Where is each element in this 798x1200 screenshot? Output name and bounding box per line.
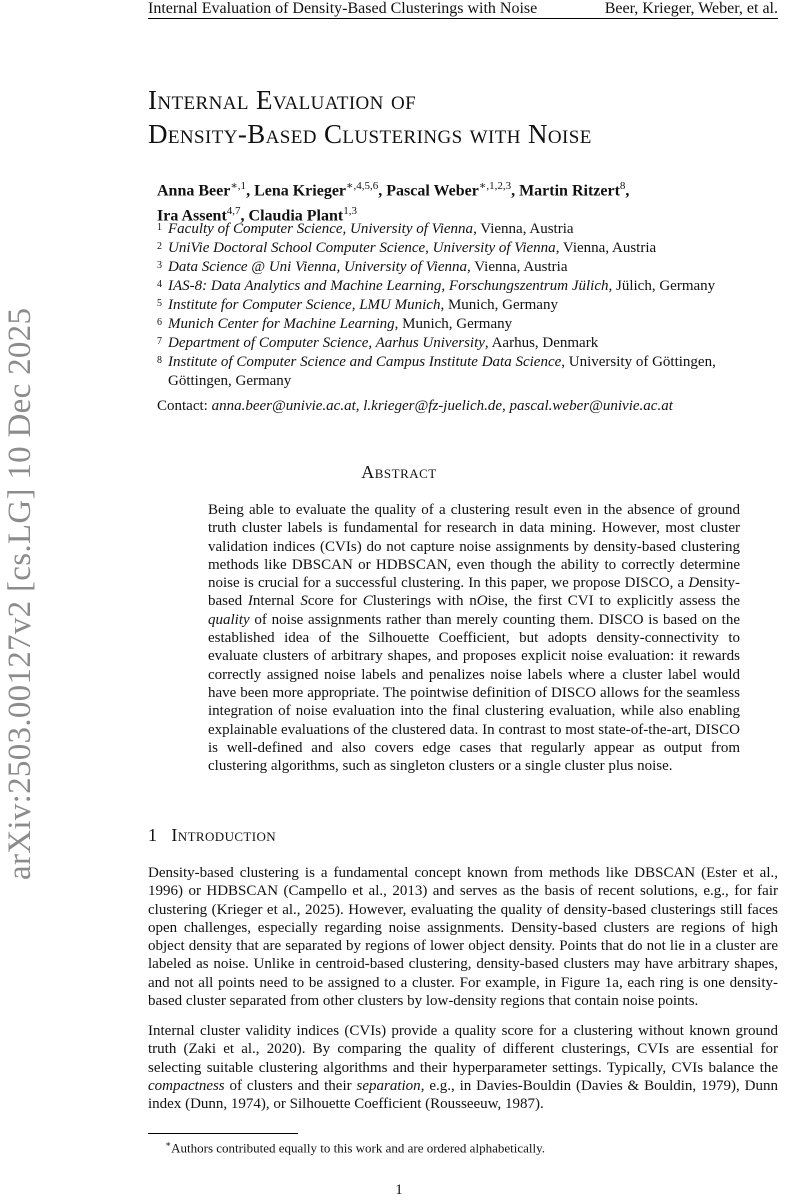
footnote	[165, 1139, 545, 1156]
intro-paragraph-2	[148, 1022, 778, 1113]
affiliation	[157, 258, 777, 277]
affiliation-number: 3	[157, 260, 162, 271]
author-name: Martin Ritzert	[519, 182, 620, 200]
affiliation-institution: IAS-8: Data Analytics and Machine Learning, Forschungszentrum Jülich	[168, 278, 609, 294]
title-line-2: Density-Based Clusterings with Noise	[148, 119, 592, 149]
author-marks: ∗,1	[230, 180, 247, 192]
affiliation-location: , Munich, Germany	[394, 316, 513, 332]
affiliation-number: 8	[157, 355, 162, 366]
abstract-span: Being able to evaluate the quality of a clustering result even in the absence of ground truth cluster labels is fundamental for research in data mining. However, most cluster validation indices (CVIs) do not capture noise assignments by density-based clustering methods like DBSCAN or HDBSCAN, even though the ability to correctly determine noise is crucial for a successful clustering. In this paper, we propose DISCO, a	[208, 502, 740, 592]
affiliation-location: , Aarhus, Denmark	[484, 335, 599, 351]
affiliation-location: , Vienna, Austria	[473, 221, 574, 237]
author-separator: ,	[511, 182, 520, 200]
author-name: Lena Krieger	[254, 182, 347, 200]
affiliation-location: , Jülich, Germany	[608, 278, 716, 294]
abstract-span: of noise assignments rather than merely counting them. DISCO is based on the established idea of the Silhouette Coefficient, but adopts density-connectivity to evaluate clusters of arbitrary shapes, and proposes explicit noise evaluation: it rewards correctly assigned noise labels and penalizes noise labels where a cluster label would have been more appropriate. The pointwise definition of DISCO allows for the seamless integration of noise evaluation into the final clustering evaluation, while also enabling explainable evaluations of the clustered data. In contrast to most state-of-the-art, DISCO is well-defined and also covers edge cases that regularly appear as output from clustering algorithms, such as singleton clusters or a single cluster plus noise.	[208, 611, 740, 775]
affiliation-number: 2	[157, 241, 162, 252]
author-separator: ,	[240, 207, 249, 225]
section-heading	[148, 825, 276, 846]
affiliation-institution: Institute for Computer Science, LMU Munich	[168, 297, 441, 313]
page-number: 1	[395, 1182, 403, 1198]
contact-label: Contact:	[157, 398, 208, 414]
affiliation-location: , Munich, Germany	[440, 297, 558, 313]
affiliation-institution: Department of Computer Science, Aarhus University	[168, 335, 485, 351]
author-marks: 4,7	[226, 205, 241, 218]
affiliation-number: 1	[157, 222, 162, 233]
author-separator: ,	[378, 182, 387, 200]
acronym-letter: C	[362, 593, 373, 610]
affiliation	[157, 277, 777, 296]
author-marks: 8	[619, 180, 626, 192]
abstract-heading: Abstract	[361, 462, 437, 482]
author-marks: ∗,4,5,6	[346, 180, 379, 192]
title-line-1: Internal Evaluation of	[148, 85, 417, 115]
author-line-1	[157, 176, 629, 201]
abstract-span: lusterings with n	[372, 593, 477, 610]
abstract-span: nternal	[252, 593, 301, 610]
author-name: Claudia Plant	[248, 207, 344, 225]
abstract-span: core for	[307, 593, 363, 610]
emphasis-separation: separation	[356, 1077, 421, 1094]
author-name: Anna Beer	[157, 182, 231, 200]
footnote-rule	[148, 1133, 298, 1134]
affiliation	[157, 239, 777, 258]
running-header-authors: Beer, Krieger, Weber, et al.	[604, 0, 778, 17]
emphasis-quality: quality	[208, 611, 250, 628]
section-title: Introduction	[171, 825, 277, 845]
paragraph-span: Internal cluster validity indices (CVIs) provide a quality score for a clustering without known ground truth (Zaki et al., 2020). By comparing the quality of different clusterings, CVIs are essential for selecting suitable clustering algorithms and their hyperparameter settings. Typically, CVIs balance the	[148, 1023, 778, 1076]
author-name: Ira Assent	[157, 207, 227, 225]
affiliation-institution: Faculty of Computer Science, University of Vienna	[168, 221, 474, 237]
running-header-title: Internal Evaluation of Density-Based Clusterings with Noise	[148, 0, 538, 17]
contact-line	[157, 398, 673, 415]
section-number: 1	[148, 825, 158, 845]
affiliation-institution: Data Science @ Uni Vienna, University of Vienna	[168, 259, 467, 275]
acronym-letter: O	[476, 593, 488, 610]
affiliation-location: , Vienna, Austria	[467, 259, 568, 275]
intro-paragraph-1: Density-based clustering is a fundamental concept known from methods like DBSCAN (Ester et al., 1996) or HDBSCAN (Campello et al., 2013) and serves as the basis of recent solutions, e.g., for fair clustering (Krieger et al., 2025). However, evaluating the quality of density-based clusterings still faces open challenges, especially regarding noise assignments. Density-based clusters are regions of high object density that are separated by regions of lower object density. Points that do not lie in a cluster are labeled as noise. Unlike in centroid-based clustering, density-based clusters may have arbitrary shapes, and not all points need to be assigned to a cluster. For example, in Figure 1a, each ring is one density-based cluster separated from other clusters by low-density regions that contain noise points.	[148, 865, 778, 1010]
acronym-letter: I	[247, 593, 253, 610]
abstract-span: ise, the first CVI to explicitly assess the	[487, 593, 740, 610]
affiliation-institution: Munich Center for Machine Learning	[168, 316, 395, 332]
affiliation-location: , Vienna, Austria	[555, 240, 657, 256]
author-separator: ,	[625, 182, 630, 200]
affiliation-list	[157, 220, 777, 391]
footnote-mark: ∗	[165, 1139, 172, 1149]
abstract-text	[208, 501, 740, 775]
header-rule	[148, 18, 778, 19]
paper-title	[148, 83, 592, 151]
acronym-letter: D	[688, 575, 700, 592]
affiliation-institution: Institute of Computer Science and Campus Institute Data Science	[168, 354, 562, 370]
affiliation	[157, 334, 777, 353]
paragraph-span: , e.g., in Davies-Bouldin (Davies & Bouldin, 1979), Dunn index (Dunn, 1974), or Silhouette Coefficient (Rousseeuw, 1987).	[148, 1077, 779, 1113]
affiliation-number: 4	[157, 279, 162, 290]
contact-emails[interactable]: anna.beer@univie.ac.at, l.krieger@fz-juelich.de, pascal.weber@univie.ac.at	[211, 398, 673, 414]
paragraph-span: of clusters and their	[224, 1077, 357, 1094]
acronym-letter: S	[300, 593, 308, 610]
author-separator: ,	[246, 182, 255, 200]
affiliation	[157, 353, 777, 391]
footnote-text: Authors contributed equally to this work and are ordered alphabetically.	[171, 1140, 545, 1156]
affiliation	[157, 220, 777, 239]
abstract-span: ensity-based	[208, 575, 740, 610]
affiliation-number: 6	[157, 317, 162, 328]
arxiv-identifier-stamp: arXiv:2503.00127v2 [cs.LG] 10 Dec 2025	[2, 307, 38, 880]
affiliation-institution: UniVie Doctoral School Computer Science, University of Vienna	[168, 240, 556, 256]
affiliation-number: 7	[157, 336, 162, 347]
affiliation	[157, 315, 777, 334]
author-marks: 1,3	[343, 205, 357, 218]
affiliation-number: 5	[157, 298, 162, 309]
author-name: Pascal Weber	[386, 182, 479, 200]
author-marks: ∗,1,2,3	[478, 180, 512, 192]
emphasis-compactness: compactness	[148, 1077, 225, 1094]
affiliation	[157, 296, 777, 315]
affiliation-location: , University of Göttingen, Göttingen, Germany	[168, 354, 716, 389]
